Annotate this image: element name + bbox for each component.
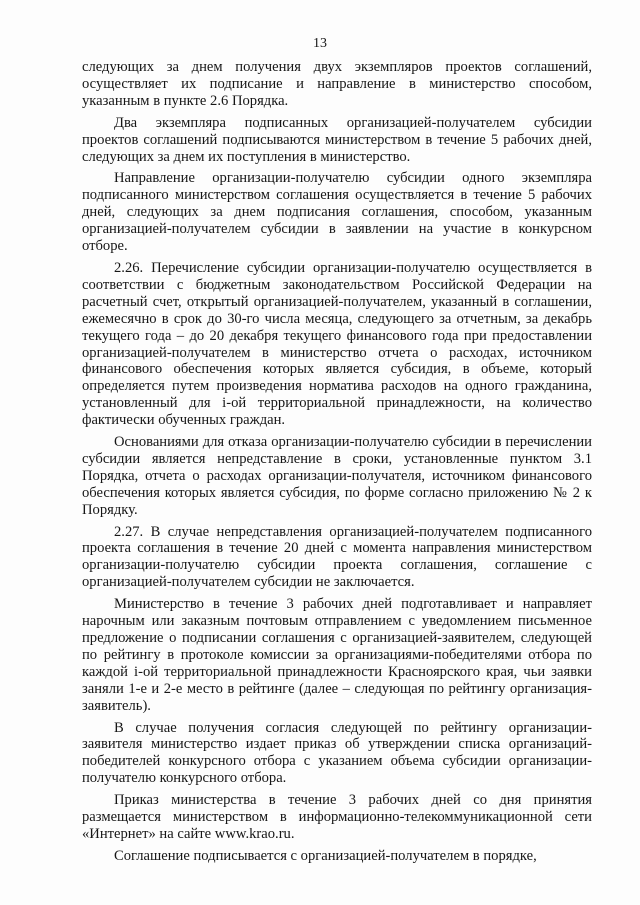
paragraph-refusal-grounds: Основаниями для отказа организации-получателю субсидии в перечислении субсидии является непредставление в сроки, установленные пунктом 3.1 Порядка, отчета о расходах организации-получателя, источником финансового обеспечения которых является субсидия, по форме согласно приложению № 2 к Порядку. [82, 434, 592, 518]
paragraph-2-27-non-submission: 2.27. В случае непредставления организацией-получателем подписанного проекта соглашения в течение 20 дней с момента направления министерством организации-получателю субсидии проекта соглашения, соглашение с организацией-получателем субсидии не заключается. [82, 523, 592, 591]
paragraph-signing-by-ministry: Два экземпляра подписанных организацией-получателем субсидии проектов соглашений подписываются министерством в течение 5 рабочих дней, следующих за днем их поступления в министерство. [82, 114, 592, 165]
page-number: 13 [313, 36, 327, 51]
document-body [82, 59, 592, 865]
paragraph-order-publication: Приказ министерства в течение 3 рабочих дней со дня принятия размещается министерством в информационно-телекоммуникационной сети «Интернет» на сайте www.krao.ru. [82, 792, 592, 842]
paragraph-consent-order: В случае получения согласия следующей по рейтингу организации-заявителя министерство издает приказ об утверждении списка организаций-победителей конкурсного отбора с указанием объема субсидии организации-получателю конкурсного отбора. [82, 719, 592, 787]
paragraph-agreement-signing: Соглашение подписывается с организацией-получателем в порядке, [114, 847, 537, 864]
paragraph-ministry-proposal: Министерство в течение 3 рабочих дней подготавливает и направляет нарочным или заказным почтовым отправлением с уведомлением письменное предложение о подписании соглашения с организацией-заявителем, следующей по рейтингу в протоколе комиссии за организациями-победителями отбора по каждой i-ой территориальной принадлежности Красноярского края, чьи заявки заняли 1-е и 2-е место в рейтинге (далее – следующая по рейтингу организация-заявитель). [82, 596, 592, 714]
paragraph-sending-agreement: Направление организации-получателю субсидии одного экземпляра подписанного министерством соглашения осуществляется в течение 5 рабочих дней, следующих за днем подписания соглашения, способом, указанным организацией-получателем субсидии в заявлении на участие в конкурсном отборе. [82, 170, 592, 255]
paragraph-continuation: следующих за днем получения двух экземпляров проектов соглашений, осуществляет их подписание и направление в министерство способом, указанным в пункте 2.6 Порядка. [82, 59, 592, 109]
paragraph-2-26-transfer: 2.26. Перечисление субсидии организации-получателю осуществляется в соответствии с бюджетным законодательством Российской Федерации на расчетный счет, открытый организацией-получателем, указанный в соглашении, ежемесячно в срок до 30-го числа месяца, следующего за отчетным, за декабрь текущего года – до 20 декабря текущего финансового года при предоставлении организацией-получателем в министерство отчета о расходах, источником финансового обеспечения которых является субсидия, в объеме, который определяется путем произведения норматива расходов на одного гражданина, установленный для i-ой территориальной принадлежности, на количество фактически обученных граждан. [82, 259, 592, 429]
